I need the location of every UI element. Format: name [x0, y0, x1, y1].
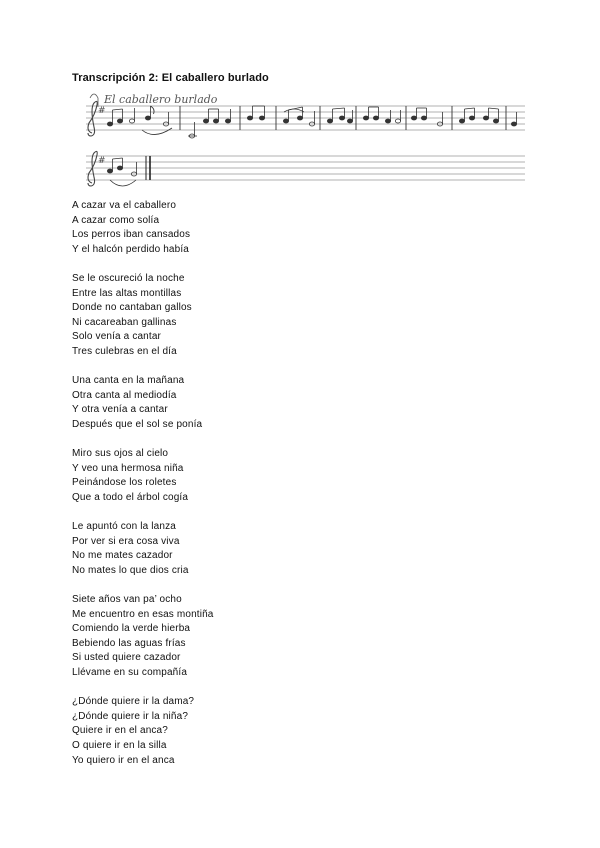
lyric-line: Que a todo el árbol cogía — [72, 491, 189, 503]
stanza — [72, 695, 214, 768]
lyric-line: Otra canta al mediodía — [72, 389, 177, 401]
staff-2 — [86, 156, 525, 180]
lyric-line: Los perros iban cansados — [72, 229, 191, 241]
lyric-line: Entre las altas montillas — [72, 287, 182, 299]
lyric-line: Solo venía a cantar — [72, 331, 162, 343]
lyric-line: Miro sus ojos al cielo — [72, 448, 169, 460]
key-signature-2-icon: # — [98, 156, 106, 166]
lyric-line: Llévame en su compañía — [72, 667, 188, 678]
stanza — [72, 593, 214, 681]
lyric-line: O quiere ir en la silla — [72, 739, 167, 751]
lyric-line: Después que el sol se ponía — [72, 418, 203, 430]
stanza — [72, 520, 214, 578]
lyric-line: Y otra venía a cantar — [72, 404, 168, 416]
lyric-line: Le apuntó con la lanza — [72, 521, 176, 533]
stanza — [72, 447, 214, 505]
lyric-line: Me encuentro en esas montiña — [72, 608, 214, 620]
staff-1 — [86, 106, 525, 130]
lyric-line: No mates lo que dios cria — [72, 564, 189, 576]
lyric-line: Donde no cantaban gallos — [72, 302, 192, 314]
lyric-line: A cazar va el caballero — [72, 200, 177, 211]
key-signature-icon: # — [98, 106, 106, 116]
lyric-line: Y veo una hermosa niña — [72, 462, 184, 474]
stanza — [72, 272, 214, 360]
treble-clef-icon — [88, 101, 97, 136]
lyrics-body — [72, 199, 214, 783]
lyric-line: Bebiendo las aguas frías — [72, 637, 186, 649]
lyric-line: Y el halcón perdido había — [72, 243, 189, 255]
notes-staff-1 — [107, 106, 516, 138]
page-title: Transcripción 2: El caballero burlado — [72, 72, 269, 84]
lyric-line: Siete años van pa’ ocho — [72, 594, 182, 606]
treble-clef-2-icon — [88, 151, 97, 186]
lyric-line: Quiere ir en el anca? — [72, 725, 168, 737]
score-handwritten-title: El caballero burlado — [104, 93, 218, 106]
lyric-line: Si usted quiere cazador — [72, 652, 181, 664]
lyric-line: Tres culebras en el día — [72, 345, 177, 357]
lyric-line: Ni cacareaban gallinas — [72, 316, 177, 328]
lyric-line: ¿Dónde quiere ir la niña? — [72, 710, 189, 722]
stanza — [72, 374, 214, 432]
lyric-line: Una canta en la mañana — [72, 375, 185, 387]
lyric-line: No me mates cazador — [72, 550, 173, 562]
stanza — [72, 199, 214, 257]
lyric-line: ¿Dónde quiere ir la dama? — [72, 696, 195, 708]
lyric-line: Por ver si era cosa viva — [72, 535, 180, 547]
lyric-line: Se le oscureció la noche — [72, 272, 185, 284]
handwritten-score-image — [80, 86, 530, 196]
lyric-line: A cazar como solía — [72, 214, 160, 226]
lyric-line: Comiendo la verde hierba — [72, 623, 191, 635]
lyric-line: Peinándose los roletes — [72, 477, 177, 489]
lyric-line: Yo quiero ir en el anca — [72, 754, 175, 766]
